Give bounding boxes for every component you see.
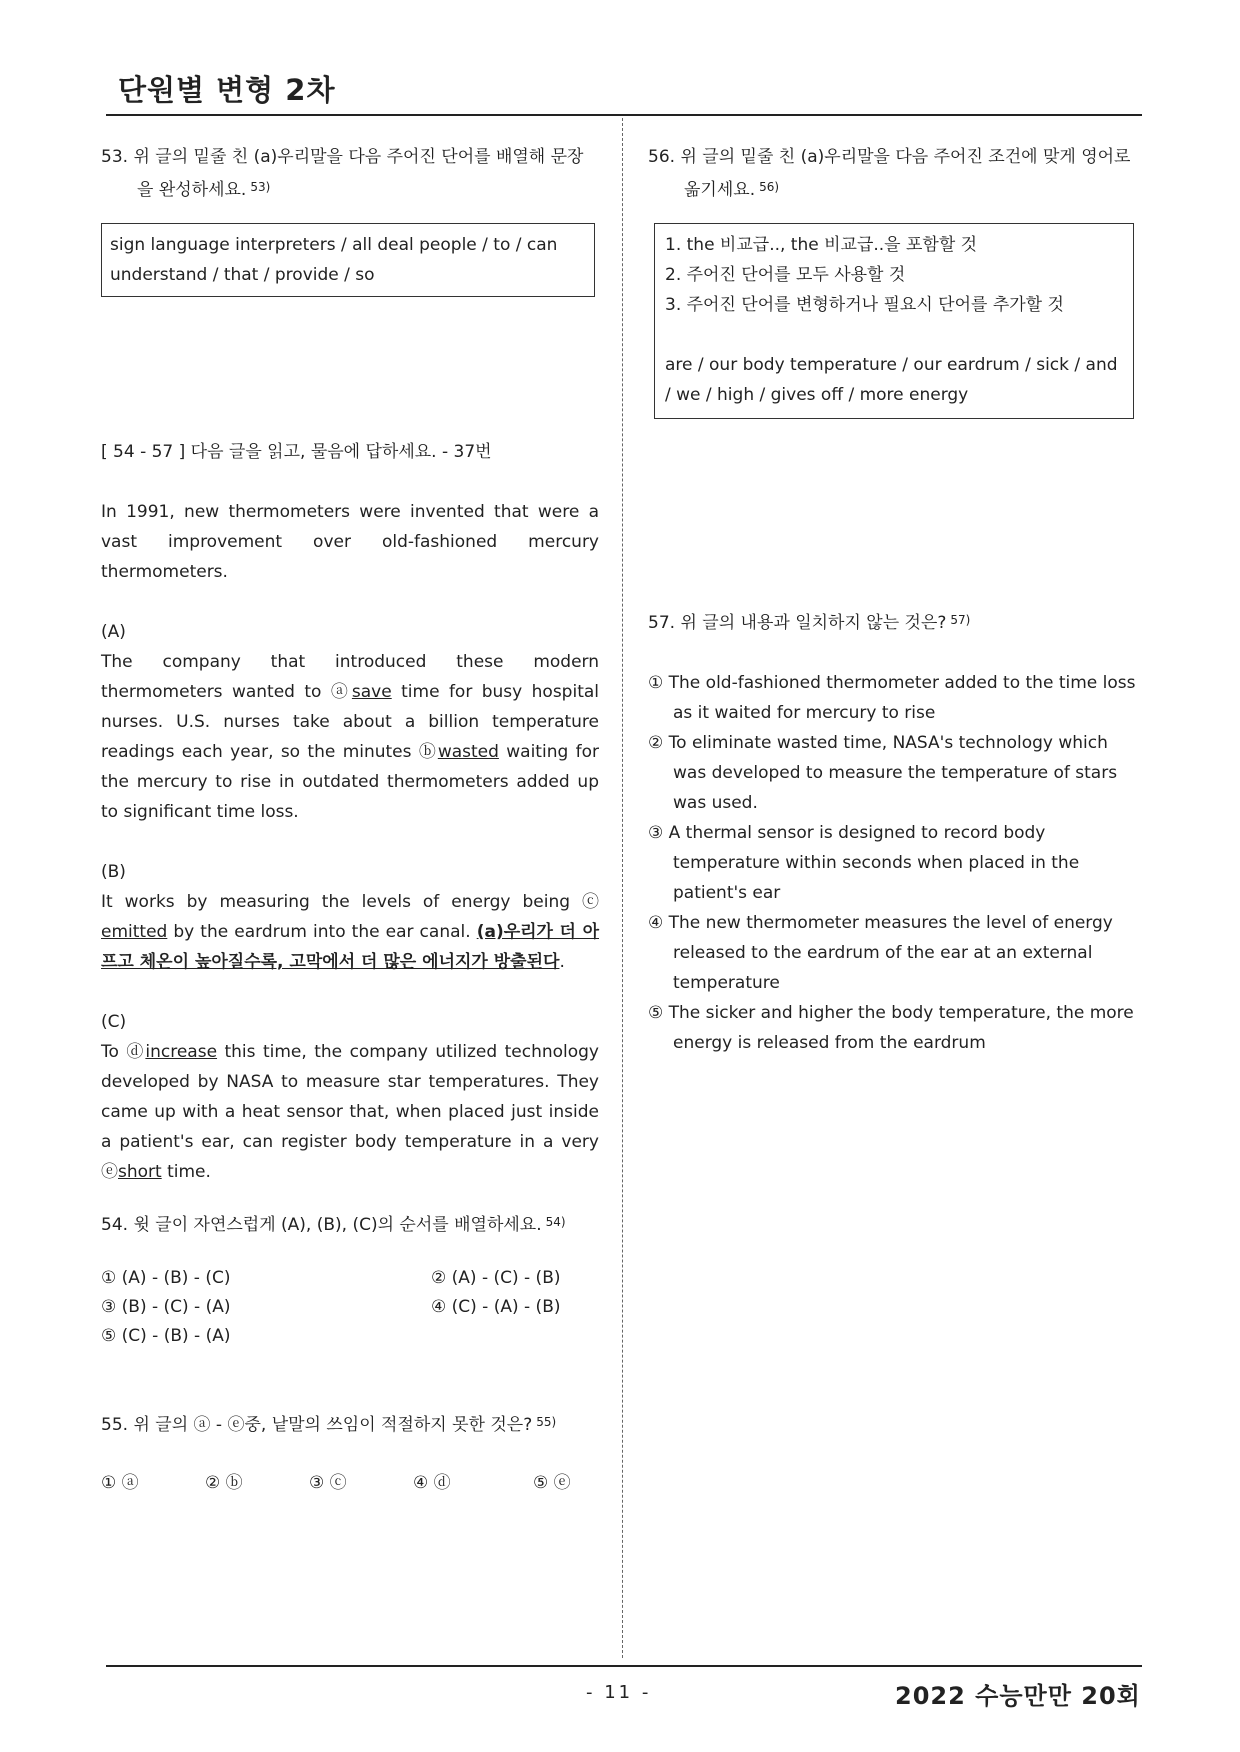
question-57-choice-3[interactable]: ③ A thermal sensor is designed to record body temperature within seconds when placed in the patient's ear: [648, 823, 1080, 903]
question-54-choice-2[interactable]: ② (A) - (C) - (B): [431, 1268, 561, 1288]
question-53-text: 위 글의 밑줄 친 (a)우리말을 다음 주어진 단어를 배열해 문장을 완성하세요.: [133, 147, 584, 200]
paragraph-c-text-1: To: [101, 1042, 127, 1062]
question-55: [101, 1407, 599, 1440]
paragraph-c-label: (C): [101, 1012, 127, 1032]
question-55-choice-2[interactable]: ② ⓑ: [205, 1473, 243, 1493]
question-57-text: 위 글의 내용과 일치하지 않는 것은?: [680, 613, 947, 633]
paragraph-b: [101, 887, 599, 977]
question-53-number: 53.: [101, 147, 129, 167]
question-56-words: are / our body temperature / our eardrum / sick / and / we / high / gives off / more energy: [665, 355, 1118, 405]
paragraph-c-text-3: time.: [161, 1162, 211, 1182]
question-55-choice-1[interactable]: ① ⓐ: [101, 1473, 139, 1493]
question-55-number: 55.: [101, 1415, 129, 1435]
question-56-condition-2: 2. 주어진 단어를 모두 사용할 것: [665, 265, 906, 285]
mark-a: ⓐ: [330, 682, 352, 702]
paragraph-b-text-1: It works by measuring the levels of energy being: [101, 892, 582, 912]
underlined-word-d: increase: [145, 1042, 218, 1062]
header-rule: [106, 114, 1142, 116]
question-53: [101, 142, 599, 205]
paragraph-a-text-2: time for busy hospital nurses. U.S. nurses take about a billion temperature readings each year, so the minutes: [101, 682, 599, 762]
question-55-choices: [101, 1468, 599, 1498]
column-divider: [622, 118, 623, 1658]
question-53-word-box: [101, 223, 595, 297]
question-54-choice-4[interactable]: ④ (C) - (A) - (B): [431, 1297, 561, 1317]
left-column: [101, 142, 599, 1498]
mark-b: ⓑ: [418, 742, 438, 762]
question-55-footnote: 55): [536, 1415, 557, 1429]
question-56-text: 위 글의 밑줄 친 (a)우리말을 다음 주어진 조건에 맞게 영어로 옮기세요.: [680, 147, 1131, 200]
paragraph-a-label: (A): [101, 622, 126, 642]
question-54-choice-1[interactable]: ① (A) - (B) - (C): [101, 1268, 231, 1288]
underlined-word-c: emitted: [101, 922, 168, 942]
question-57-choice-2[interactable]: ② To eliminate wasted time, NASA's technology which was developed to measure the temperature of stars was used.: [648, 733, 1118, 813]
underlined-word-a: save: [351, 682, 392, 702]
question-57-choice-5[interactable]: ⑤ The sicker and higher the body temperature, the more energy is released from the eardrum: [648, 1003, 1134, 1053]
question-57-choice-1[interactable]: ① The old-fashioned thermometer added to the time loss as it waited for mercury to rise: [648, 673, 1136, 723]
question-57: [648, 605, 1140, 638]
question-55-choice-5[interactable]: ⑤ ⓔ: [533, 1473, 571, 1493]
paragraph-c: [101, 1037, 599, 1187]
question-54-text: 윗 글이 자연스럽게 (A), (B), (C)의 순서를 배열하세요.: [133, 1215, 542, 1235]
question-54-number: 54.: [101, 1215, 129, 1235]
question-56: [648, 142, 1140, 205]
mark-e: ⓔ: [101, 1162, 118, 1182]
mark-d: ⓓ: [126, 1042, 146, 1062]
right-column: [648, 142, 1140, 1058]
question-57-number: 57.: [648, 613, 676, 633]
question-55-choice-4[interactable]: ④ ⓓ: [413, 1473, 451, 1493]
paragraph-a-text-3: waiting for the mercury to rise in outdated thermometers added up to significant time loss.: [101, 742, 599, 822]
passage-intro: [ 54 - 57 ] 다음 글을 읽고, 물음에 답하세요. - 37번: [101, 442, 492, 462]
paragraph-b-text-3: .: [559, 952, 565, 972]
question-53-footnote: 53): [250, 180, 271, 194]
question-55-text: 위 글의 ⓐ - ⓔ중, 낱말의 쓰임이 적절하지 못한 것은?: [133, 1415, 533, 1435]
underlined-korean-sentence: (a)우리가 더 아프고 체온이 높아질수록, 고막에서 더 많은 에너지가 방출된다: [101, 922, 599, 972]
paragraph-a-text-1: The company that introduced these modern thermometers wanted to: [101, 652, 599, 702]
question-54: [101, 1207, 599, 1240]
question-54-choice-5[interactable]: ⑤ (C) - (B) - (A): [101, 1326, 231, 1346]
paragraph-b-label: (B): [101, 862, 126, 882]
paragraph-b-text-2: by the eardrum into the ear canal.: [167, 922, 477, 942]
underlined-word-e: short: [118, 1162, 162, 1182]
question-56-condition-box: [654, 223, 1134, 419]
question-57-choices: [648, 668, 1140, 1058]
question-55-choice-3[interactable]: ③ ⓒ: [309, 1473, 347, 1493]
paragraph-c-text-2: this time, the company utilized technology developed by NASA to measure star temperatures. They came up with a heat sensor that, when placed just inside a patient's ear, can register body temperature in a very: [101, 1042, 599, 1152]
question-54-footnote: 54): [545, 1215, 566, 1229]
question-53-words: sign language interpreters / all deal people / to / can understand / that / provide / so: [110, 235, 558, 285]
page-number: - 11 -: [586, 1682, 652, 1703]
footer-rule: [106, 1665, 1142, 1667]
mark-c: ⓒ: [582, 892, 599, 912]
question-56-footnote: 56): [759, 180, 780, 194]
question-56-number: 56.: [648, 147, 676, 167]
question-54-choices: [101, 1264, 599, 1351]
question-57-footnote: 57): [950, 613, 971, 627]
underlined-word-b: wasted: [437, 742, 499, 762]
question-56-condition-1: 1. the 비교급.., the 비교급..을 포함할 것: [665, 235, 978, 255]
passage-intro-paragraph: In 1991, new thermometers were invented that were a vast improvement over old-fashioned mercury thermometers.: [101, 502, 599, 582]
question-54-choice-3[interactable]: ③ (B) - (C) - (A): [101, 1297, 231, 1317]
question-57-choice-4[interactable]: ④ The new thermometer measures the level of energy released to the eardrum of the ear at an external temperature: [648, 913, 1113, 993]
question-56-condition-3: 3. 주어진 단어를 변형하거나 필요시 단어를 추가할 것: [665, 295, 1064, 315]
footer-brand: 2022 수능만만 20회: [895, 1682, 1141, 1710]
page-title: 단원별 변형 2차: [118, 73, 336, 107]
paragraph-a: [101, 647, 599, 827]
